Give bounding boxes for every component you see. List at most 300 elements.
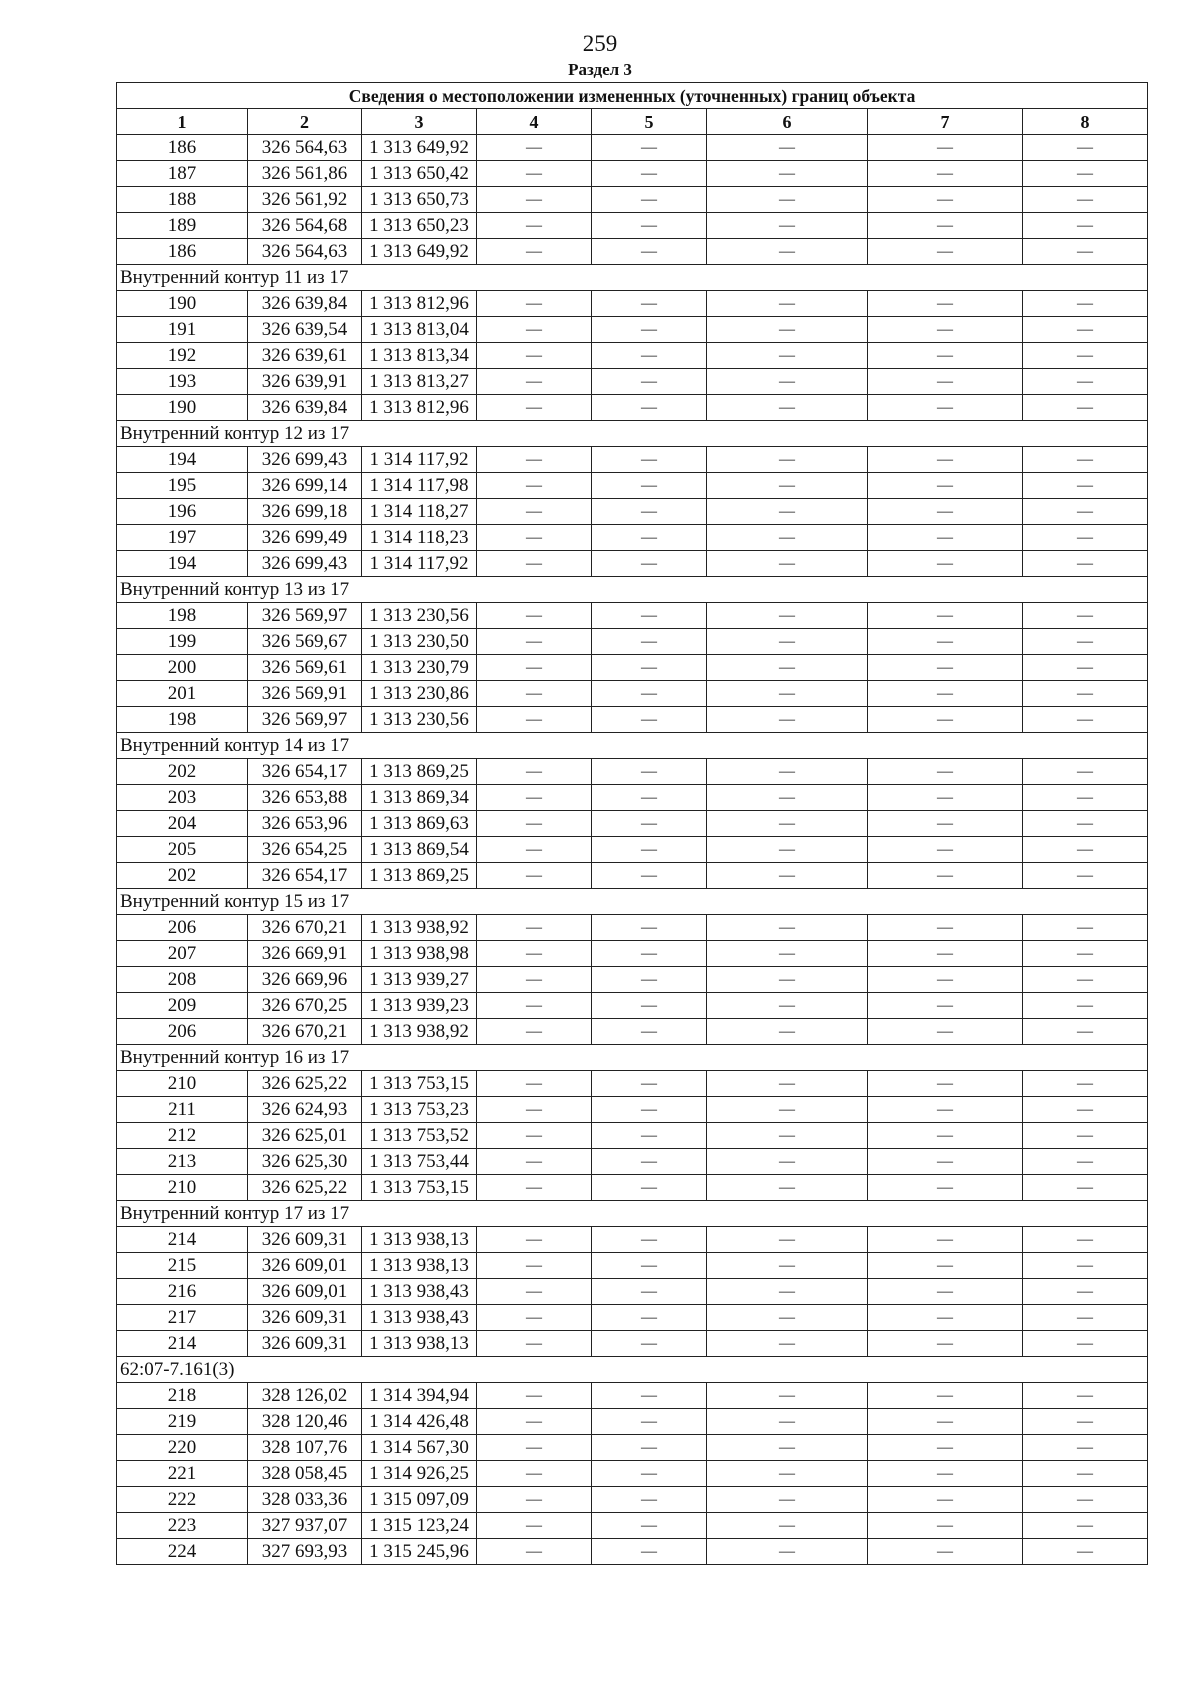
empty-cell: — bbox=[707, 1513, 868, 1539]
empty-cell: — bbox=[707, 811, 868, 837]
empty-cell: — bbox=[592, 1279, 707, 1305]
column-number: 2 bbox=[248, 109, 362, 135]
x-coordinate-cell: 326 609,01 bbox=[248, 1253, 362, 1279]
empty-cell: — bbox=[868, 1513, 1023, 1539]
point-number-cell: 215 bbox=[117, 1253, 248, 1279]
empty-cell: — bbox=[477, 681, 592, 707]
column-number-row bbox=[117, 109, 1148, 135]
empty-cell: — bbox=[592, 1305, 707, 1331]
empty-cell: — bbox=[707, 499, 868, 525]
empty-cell: — bbox=[1023, 291, 1148, 317]
empty-cell: — bbox=[868, 1253, 1023, 1279]
empty-cell: — bbox=[1023, 707, 1148, 733]
empty-cell: — bbox=[1023, 1279, 1148, 1305]
table-row bbox=[117, 1071, 1148, 1097]
empty-cell: — bbox=[1023, 629, 1148, 655]
y-coordinate-cell: 1 313 230,56 bbox=[362, 707, 477, 733]
empty-cell: — bbox=[868, 473, 1023, 499]
empty-cell: — bbox=[592, 1149, 707, 1175]
empty-cell: — bbox=[592, 785, 707, 811]
x-coordinate-cell: 326 653,96 bbox=[248, 811, 362, 837]
empty-cell: — bbox=[477, 1383, 592, 1409]
empty-cell: — bbox=[707, 1539, 868, 1565]
empty-cell: — bbox=[707, 1409, 868, 1435]
empty-cell: — bbox=[868, 863, 1023, 889]
x-coordinate-cell: 326 639,61 bbox=[248, 343, 362, 369]
table-row bbox=[117, 629, 1148, 655]
empty-cell: — bbox=[707, 1305, 868, 1331]
empty-cell: — bbox=[868, 551, 1023, 577]
table-row bbox=[117, 343, 1148, 369]
y-coordinate-cell: 1 313 938,43 bbox=[362, 1279, 477, 1305]
empty-cell: — bbox=[1023, 551, 1148, 577]
empty-cell: — bbox=[592, 291, 707, 317]
empty-cell: — bbox=[707, 863, 868, 889]
empty-cell: — bbox=[592, 1227, 707, 1253]
empty-cell: — bbox=[1023, 447, 1148, 473]
empty-cell: — bbox=[707, 161, 868, 187]
y-coordinate-cell: 1 313 939,27 bbox=[362, 967, 477, 993]
empty-cell: — bbox=[1023, 369, 1148, 395]
empty-cell: — bbox=[477, 369, 592, 395]
empty-cell: — bbox=[592, 655, 707, 681]
empty-cell: — bbox=[477, 1513, 592, 1539]
contour-row bbox=[117, 421, 1148, 447]
x-coordinate-cell: 326 670,21 bbox=[248, 1019, 362, 1045]
contour-row bbox=[117, 1357, 1148, 1383]
table-row bbox=[117, 447, 1148, 473]
empty-cell: — bbox=[477, 1149, 592, 1175]
x-coordinate-cell: 328 126,02 bbox=[248, 1383, 362, 1409]
empty-cell: — bbox=[1023, 1071, 1148, 1097]
empty-cell: — bbox=[707, 317, 868, 343]
coordinates-table bbox=[116, 82, 1148, 1565]
table-row bbox=[117, 1461, 1148, 1487]
empty-cell: — bbox=[1023, 213, 1148, 239]
y-coordinate-cell: 1 314 926,25 bbox=[362, 1461, 477, 1487]
column-number: 7 bbox=[868, 109, 1023, 135]
empty-cell: — bbox=[592, 915, 707, 941]
empty-cell: — bbox=[1023, 343, 1148, 369]
x-coordinate-cell: 328 107,76 bbox=[248, 1435, 362, 1461]
empty-cell: — bbox=[707, 551, 868, 577]
x-coordinate-cell: 326 564,63 bbox=[248, 239, 362, 265]
empty-cell: — bbox=[477, 811, 592, 837]
y-coordinate-cell: 1 313 753,44 bbox=[362, 1149, 477, 1175]
point-number-cell: 216 bbox=[117, 1279, 248, 1305]
point-number-cell: 213 bbox=[117, 1149, 248, 1175]
point-number-cell: 197 bbox=[117, 525, 248, 551]
x-coordinate-cell: 326 699,43 bbox=[248, 551, 362, 577]
empty-cell: — bbox=[477, 1097, 592, 1123]
empty-cell: — bbox=[1023, 1513, 1148, 1539]
empty-cell: — bbox=[477, 1227, 592, 1253]
empty-cell: — bbox=[477, 837, 592, 863]
empty-cell: — bbox=[1023, 525, 1148, 551]
point-number-cell: 222 bbox=[117, 1487, 248, 1513]
empty-cell: — bbox=[477, 499, 592, 525]
x-coordinate-cell: 326 654,17 bbox=[248, 759, 362, 785]
column-number: 8 bbox=[1023, 109, 1148, 135]
contour-row bbox=[117, 1045, 1148, 1071]
empty-cell: — bbox=[477, 1539, 592, 1565]
empty-cell: — bbox=[592, 1071, 707, 1097]
y-coordinate-cell: 1 314 426,48 bbox=[362, 1409, 477, 1435]
empty-cell: — bbox=[868, 1331, 1023, 1357]
y-coordinate-cell: 1 313 753,15 bbox=[362, 1175, 477, 1201]
empty-cell: — bbox=[592, 525, 707, 551]
column-number: 5 bbox=[592, 109, 707, 135]
y-coordinate-cell: 1 315 097,09 bbox=[362, 1487, 477, 1513]
empty-cell: — bbox=[868, 707, 1023, 733]
column-number: 4 bbox=[477, 109, 592, 135]
point-number-cell: 192 bbox=[117, 343, 248, 369]
table-row bbox=[117, 291, 1148, 317]
y-coordinate-cell: 1 313 869,63 bbox=[362, 811, 477, 837]
contour-row bbox=[117, 577, 1148, 603]
empty-cell: — bbox=[592, 135, 707, 161]
point-number-cell: 203 bbox=[117, 785, 248, 811]
y-coordinate-cell: 1 313 938,43 bbox=[362, 1305, 477, 1331]
contour-row bbox=[117, 889, 1148, 915]
empty-cell: — bbox=[868, 655, 1023, 681]
empty-cell: — bbox=[707, 369, 868, 395]
y-coordinate-cell: 1 313 938,13 bbox=[362, 1227, 477, 1253]
empty-cell: — bbox=[1023, 655, 1148, 681]
empty-cell: — bbox=[868, 603, 1023, 629]
x-coordinate-cell: 326 699,43 bbox=[248, 447, 362, 473]
table-row bbox=[117, 499, 1148, 525]
empty-cell: — bbox=[477, 1279, 592, 1305]
table-row bbox=[117, 1305, 1148, 1331]
point-number-cell: 211 bbox=[117, 1097, 248, 1123]
empty-cell: — bbox=[1023, 863, 1148, 889]
x-coordinate-cell: 326 639,84 bbox=[248, 291, 362, 317]
y-coordinate-cell: 1 313 230,56 bbox=[362, 603, 477, 629]
y-coordinate-cell: 1 313 938,98 bbox=[362, 941, 477, 967]
x-coordinate-cell: 326 654,17 bbox=[248, 863, 362, 889]
table-row bbox=[117, 1513, 1148, 1539]
x-coordinate-cell: 326 561,86 bbox=[248, 161, 362, 187]
table-row bbox=[117, 1409, 1148, 1435]
empty-cell: — bbox=[707, 759, 868, 785]
empty-cell: — bbox=[477, 135, 592, 161]
y-coordinate-cell: 1 314 394,94 bbox=[362, 1383, 477, 1409]
empty-cell: — bbox=[477, 525, 592, 551]
point-number-cell: 206 bbox=[117, 915, 248, 941]
empty-cell: — bbox=[707, 1435, 868, 1461]
empty-cell: — bbox=[477, 187, 592, 213]
table-row bbox=[117, 1383, 1148, 1409]
table-row bbox=[117, 395, 1148, 421]
empty-cell: — bbox=[868, 1305, 1023, 1331]
empty-cell: — bbox=[1023, 187, 1148, 213]
point-number-cell: 206 bbox=[117, 1019, 248, 1045]
empty-cell: — bbox=[592, 1461, 707, 1487]
y-coordinate-cell: 1 314 117,92 bbox=[362, 551, 477, 577]
empty-cell: — bbox=[707, 1383, 868, 1409]
empty-cell: — bbox=[477, 967, 592, 993]
table-row bbox=[117, 837, 1148, 863]
empty-cell: — bbox=[707, 1019, 868, 1045]
empty-cell: — bbox=[592, 499, 707, 525]
empty-cell: — bbox=[707, 967, 868, 993]
table-title: Сведения о местоположении измененных (уточненных) границ объекта bbox=[117, 83, 1148, 109]
point-number-cell: 210 bbox=[117, 1175, 248, 1201]
y-coordinate-cell: 1 313 938,92 bbox=[362, 915, 477, 941]
empty-cell: — bbox=[868, 239, 1023, 265]
empty-cell: — bbox=[868, 915, 1023, 941]
y-coordinate-cell: 1 313 869,25 bbox=[362, 863, 477, 889]
x-coordinate-cell: 326 625,01 bbox=[248, 1123, 362, 1149]
y-coordinate-cell: 1 315 123,24 bbox=[362, 1513, 477, 1539]
empty-cell: — bbox=[477, 1331, 592, 1357]
x-coordinate-cell: 326 625,22 bbox=[248, 1175, 362, 1201]
empty-cell: — bbox=[1023, 1097, 1148, 1123]
point-number-cell: 210 bbox=[117, 1071, 248, 1097]
table-row bbox=[117, 993, 1148, 1019]
table-row bbox=[117, 213, 1148, 239]
contour-label: Внутренний контур 11 из 17 bbox=[117, 265, 1148, 291]
table-row bbox=[117, 603, 1148, 629]
empty-cell: — bbox=[707, 187, 868, 213]
point-number-cell: 198 bbox=[117, 707, 248, 733]
x-coordinate-cell: 326 569,91 bbox=[248, 681, 362, 707]
point-number-cell: 202 bbox=[117, 863, 248, 889]
x-coordinate-cell: 326 669,96 bbox=[248, 967, 362, 993]
y-coordinate-cell: 1 313 230,79 bbox=[362, 655, 477, 681]
contour-row bbox=[117, 265, 1148, 291]
y-coordinate-cell: 1 313 230,86 bbox=[362, 681, 477, 707]
point-number-cell: 204 bbox=[117, 811, 248, 837]
empty-cell: — bbox=[707, 239, 868, 265]
x-coordinate-cell: 326 625,30 bbox=[248, 1149, 362, 1175]
empty-cell: — bbox=[1023, 837, 1148, 863]
empty-cell: — bbox=[592, 1019, 707, 1045]
empty-cell: — bbox=[592, 629, 707, 655]
point-number-cell: 205 bbox=[117, 837, 248, 863]
empty-cell: — bbox=[707, 785, 868, 811]
empty-cell: — bbox=[1023, 941, 1148, 967]
point-number-cell: 199 bbox=[117, 629, 248, 655]
point-number-cell: 219 bbox=[117, 1409, 248, 1435]
empty-cell: — bbox=[592, 213, 707, 239]
empty-cell: — bbox=[707, 655, 868, 681]
y-coordinate-cell: 1 313 650,42 bbox=[362, 161, 477, 187]
point-number-cell: 223 bbox=[117, 1513, 248, 1539]
contour-label: 62:07-7.161(3) bbox=[117, 1357, 1148, 1383]
empty-cell: — bbox=[868, 1123, 1023, 1149]
empty-cell: — bbox=[868, 941, 1023, 967]
empty-cell: — bbox=[868, 1149, 1023, 1175]
table-row bbox=[117, 369, 1148, 395]
empty-cell: — bbox=[1023, 759, 1148, 785]
empty-cell: — bbox=[868, 369, 1023, 395]
point-number-cell: 186 bbox=[117, 239, 248, 265]
table-row bbox=[117, 1227, 1148, 1253]
empty-cell: — bbox=[1023, 681, 1148, 707]
y-coordinate-cell: 1 313 813,27 bbox=[362, 369, 477, 395]
table-row bbox=[117, 239, 1148, 265]
y-coordinate-cell: 1 313 649,92 bbox=[362, 239, 477, 265]
empty-cell: — bbox=[868, 499, 1023, 525]
empty-cell: — bbox=[477, 1175, 592, 1201]
point-number-cell: 201 bbox=[117, 681, 248, 707]
empty-cell: — bbox=[707, 915, 868, 941]
y-coordinate-cell: 1 313 939,23 bbox=[362, 993, 477, 1019]
empty-cell: — bbox=[1023, 967, 1148, 993]
empty-cell: — bbox=[1023, 1149, 1148, 1175]
empty-cell: — bbox=[477, 785, 592, 811]
empty-cell: — bbox=[868, 1435, 1023, 1461]
empty-cell: — bbox=[1023, 1175, 1148, 1201]
point-number-cell: 189 bbox=[117, 213, 248, 239]
empty-cell: — bbox=[707, 447, 868, 473]
x-coordinate-cell: 326 569,97 bbox=[248, 707, 362, 733]
y-coordinate-cell: 1 313 869,54 bbox=[362, 837, 477, 863]
y-coordinate-cell: 1 313 813,34 bbox=[362, 343, 477, 369]
empty-cell: — bbox=[592, 1513, 707, 1539]
x-coordinate-cell: 326 569,61 bbox=[248, 655, 362, 681]
point-number-cell: 212 bbox=[117, 1123, 248, 1149]
empty-cell: — bbox=[868, 785, 1023, 811]
empty-cell: — bbox=[868, 135, 1023, 161]
x-coordinate-cell: 326 654,25 bbox=[248, 837, 362, 863]
empty-cell: — bbox=[477, 1409, 592, 1435]
empty-cell: — bbox=[868, 759, 1023, 785]
empty-cell: — bbox=[477, 1123, 592, 1149]
empty-cell: — bbox=[868, 1175, 1023, 1201]
empty-cell: — bbox=[477, 213, 592, 239]
contour-label: Внутренний контур 12 из 17 bbox=[117, 421, 1148, 447]
empty-cell: — bbox=[477, 759, 592, 785]
table-row bbox=[117, 1019, 1148, 1045]
empty-cell: — bbox=[868, 1071, 1023, 1097]
x-coordinate-cell: 326 669,91 bbox=[248, 941, 362, 967]
y-coordinate-cell: 1 313 812,96 bbox=[362, 395, 477, 421]
section-title: Раздел 3 bbox=[568, 60, 632, 79]
empty-cell: — bbox=[707, 135, 868, 161]
empty-cell: — bbox=[592, 1331, 707, 1357]
empty-cell: — bbox=[868, 447, 1023, 473]
point-number-cell: 208 bbox=[117, 967, 248, 993]
empty-cell: — bbox=[477, 1461, 592, 1487]
table-row bbox=[117, 1279, 1148, 1305]
empty-cell: — bbox=[707, 1123, 868, 1149]
empty-cell: — bbox=[1023, 1461, 1148, 1487]
point-number-cell: 217 bbox=[117, 1305, 248, 1331]
empty-cell: — bbox=[868, 1539, 1023, 1565]
empty-cell: — bbox=[592, 343, 707, 369]
empty-cell: — bbox=[477, 863, 592, 889]
x-coordinate-cell: 326 699,18 bbox=[248, 499, 362, 525]
x-coordinate-cell: 326 653,88 bbox=[248, 785, 362, 811]
empty-cell: — bbox=[1023, 1383, 1148, 1409]
point-number-cell: 187 bbox=[117, 161, 248, 187]
empty-cell: — bbox=[592, 1175, 707, 1201]
y-coordinate-cell: 1 314 567,30 bbox=[362, 1435, 477, 1461]
point-number-cell: 214 bbox=[117, 1227, 248, 1253]
y-coordinate-cell: 1 313 753,23 bbox=[362, 1097, 477, 1123]
empty-cell: — bbox=[868, 1019, 1023, 1045]
point-number-cell: 188 bbox=[117, 187, 248, 213]
empty-cell: — bbox=[592, 473, 707, 499]
empty-cell: — bbox=[1023, 1019, 1148, 1045]
empty-cell: — bbox=[707, 1149, 868, 1175]
empty-cell: — bbox=[477, 1253, 592, 1279]
x-coordinate-cell: 326 564,68 bbox=[248, 213, 362, 239]
x-coordinate-cell: 326 699,14 bbox=[248, 473, 362, 499]
empty-cell: — bbox=[868, 1409, 1023, 1435]
x-coordinate-cell: 326 670,25 bbox=[248, 993, 362, 1019]
empty-cell: — bbox=[477, 1019, 592, 1045]
empty-cell: — bbox=[592, 1435, 707, 1461]
empty-cell: — bbox=[868, 1383, 1023, 1409]
empty-cell: — bbox=[868, 1097, 1023, 1123]
empty-cell: — bbox=[868, 1461, 1023, 1487]
contour-row bbox=[117, 733, 1148, 759]
point-number-cell: 220 bbox=[117, 1435, 248, 1461]
x-coordinate-cell: 328 058,45 bbox=[248, 1461, 362, 1487]
y-coordinate-cell: 1 313 650,23 bbox=[362, 213, 477, 239]
column-number: 6 bbox=[707, 109, 868, 135]
table-row bbox=[117, 135, 1148, 161]
empty-cell: — bbox=[707, 395, 868, 421]
empty-cell: — bbox=[1023, 1331, 1148, 1357]
x-coordinate-cell: 328 033,36 bbox=[248, 1487, 362, 1513]
point-number-cell: 207 bbox=[117, 941, 248, 967]
y-coordinate-cell: 1 313 753,15 bbox=[362, 1071, 477, 1097]
empty-cell: — bbox=[477, 317, 592, 343]
empty-cell: — bbox=[1023, 1435, 1148, 1461]
empty-cell: — bbox=[1023, 1539, 1148, 1565]
empty-cell: — bbox=[477, 629, 592, 655]
y-coordinate-cell: 1 313 649,92 bbox=[362, 135, 477, 161]
empty-cell: — bbox=[707, 681, 868, 707]
table-row bbox=[117, 1539, 1148, 1565]
table-body bbox=[117, 83, 1148, 1565]
empty-cell: — bbox=[868, 837, 1023, 863]
table-row bbox=[117, 473, 1148, 499]
empty-cell: — bbox=[592, 1539, 707, 1565]
point-number-cell: 190 bbox=[117, 395, 248, 421]
x-coordinate-cell: 326 609,31 bbox=[248, 1227, 362, 1253]
empty-cell: — bbox=[707, 993, 868, 1019]
empty-cell: — bbox=[868, 993, 1023, 1019]
empty-cell: — bbox=[477, 1305, 592, 1331]
table-row bbox=[117, 811, 1148, 837]
empty-cell: — bbox=[477, 239, 592, 265]
empty-cell: — bbox=[477, 1435, 592, 1461]
empty-cell: — bbox=[477, 395, 592, 421]
table-row bbox=[117, 1487, 1148, 1513]
empty-cell: — bbox=[1023, 1123, 1148, 1149]
empty-cell: — bbox=[477, 343, 592, 369]
empty-cell: — bbox=[592, 551, 707, 577]
y-coordinate-cell: 1 314 117,92 bbox=[362, 447, 477, 473]
empty-cell: — bbox=[592, 369, 707, 395]
x-coordinate-cell: 326 670,21 bbox=[248, 915, 362, 941]
empty-cell: — bbox=[868, 1279, 1023, 1305]
empty-cell: — bbox=[477, 993, 592, 1019]
table-row bbox=[117, 551, 1148, 577]
table-row bbox=[117, 967, 1148, 993]
empty-cell: — bbox=[477, 473, 592, 499]
empty-cell: — bbox=[1023, 395, 1148, 421]
x-coordinate-cell: 326 609,01 bbox=[248, 1279, 362, 1305]
empty-cell: — bbox=[477, 603, 592, 629]
point-number-cell: 194 bbox=[117, 551, 248, 577]
